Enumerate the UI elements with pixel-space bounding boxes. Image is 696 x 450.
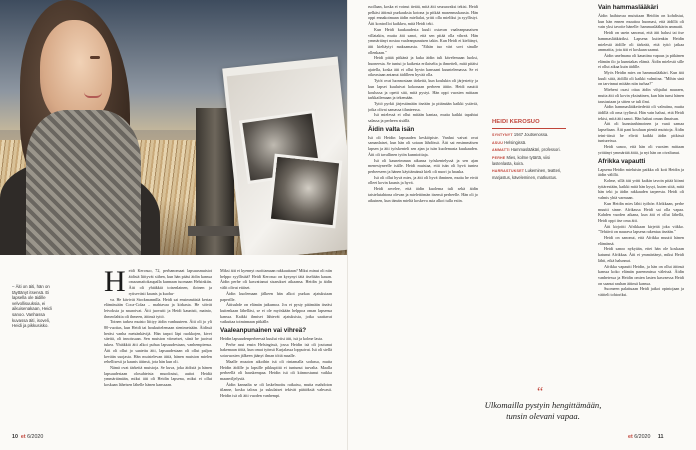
body-paragraph: Maalle muuton aikoihin isä oli rintamalla sodassa, mutta Heidin äidille ja lapsille pikkupiitä ei tuntunut turvalta. Maalla perheellä oli hauskempaa. Heidin isä oli kiinnostunut vaikka maanviljelystä. — [220, 358, 332, 381]
body-paragraph: Toinen tarkea muisto liittyy äidin vanhuuteen. Äiti oli jo yli 80-vuotias, kun Heidi tai houkuttelemaan sienimetsään. Äidissä heräsi vanha metsänkävijä. Hän tarpoi läpi ruokkojen, kivet siteitä, oli innoissaan. Sen muiston viimeiset, siinä he jaoivat tukea. Yhtäkkiä äiti alkoi puhua lapsuudestaan, vanhempiensa. Äiti oli ollut jo saatettu äiti, lapsuudestaan oli ollut paljon kevään suojasta. Hän muistelevan äitiä, hänen muiston mielen rehellisesti ja kaunis äitinsä, jota hän kun oli. — [104, 319, 212, 365]
subheading: Äidin valta isän — [368, 125, 415, 133]
body-paragraph: Äitisuhde on elämän jatkumoa. Jos et pysty pitämään itseäsi kuitenkaan lähelläsi, se ei ole myöskään helppoa oman lapsensa kanssa. Kaikki ihmiset lähtevät ajatuksista, jotka saattavat vaikuttaa toiminnaan pitkälle. — [220, 302, 332, 325]
subheading: Vain hammaslääkäri — [598, 4, 659, 11]
fact-job — [492, 147, 566, 154]
body-paragraph: Afrikka vapautti Heidin, ja hän on ollut äitinsä kanssa koko elämän paremmissa väleissä. Äidin vanhetessa ja Heidin omien lasten kasvaessa Heidi on saanut rauhan äitinsä kanssa. — [598, 263, 684, 286]
body-paragraph: Äiti kirjoitti Afrikkaan kirjeitä joka viikko. "Tehtävä on naurava lapsena rakentaa itseään." — [598, 223, 684, 235]
fact-value: 1947 Joutsenossa. — [513, 132, 549, 137]
fact-box-rule — [492, 128, 566, 129]
right-column-1 — [368, 4, 478, 433]
body-paragraph: Kolme, sillä äiti yritti kaikin tavoin pitää kiinni tyttärestään, kaikki mitä hän kysyi, kuten siitä, mitä hän teki ja äidin rakkauden tarpeesta. Heidi oli valmis yhtä varmaan. — [598, 177, 684, 201]
body-paragraph: Heidi sanoo nykyään, ettei hän ole koskaan katunut Afrikkaa. Äiti ei ymmärtänyt, miksi Heidi lähti, eikä halunnut. — [598, 246, 684, 263]
fact-label: SYNTYNYT — [492, 133, 513, 137]
left-column-1 — [104, 268, 212, 433]
right-folio — [628, 434, 667, 440]
body-paragraph: Tytöt ovat luonnostaan tärkeitä, kun koulukin oli järjestetty ja kun lapset kuuluivat kokonaan perheen äitiin. Heidi nauttii koulussa ja opetti sitä, mitä pystyi. Hän oppi vuosien mittaan tarkkailemaan ja tekemään. — [368, 78, 478, 101]
body-paragraph: Heidi on sanonut, että Afrikka muutti hänen elämänsä. — [598, 235, 684, 246]
fact-label: ASUU — [492, 140, 503, 145]
body-paragraph: Suomeen palattuaan Heidi jatkoi opintojaan ja väitteli tohtoriksi. — [598, 286, 684, 298]
body-paragraph: Äidin hammaslääketiedettä oli valmiina, mutta äidillä oli oma tyylinsä. Hän vain halusi, että Heidi tekisi, mitä äiti sanoi. Hän halusi oman ilmaisun. — [598, 104, 684, 121]
fact-home — [492, 140, 566, 147]
subheading: Afrikka vapautti — [598, 157, 646, 165]
fact-label: PERHE — [492, 155, 506, 160]
fact-value: Mies, kolme tytärtä, viisi lastenlasta, koira. — [492, 154, 550, 167]
intro-text: eidi Kerosuo, 72, perhanomaat lapsuusmuistot äidistä liittyvät siihen, kun hän pääsi äidin kanssa osuusmaitokaupalla kunnaan tuomaan Helsinkiin. Äiti oli yhtäkkiä toisenlainen, iloinen ja rytisevästi kaunis ja kuohu- — [128, 268, 212, 296]
body-paragraph: ruollaan, koska ei voinut tietää, mitä äiti seuraavaksi tekisi. Heidi pelkäsi äitinsä purkauksia kotona ja pitkää masennuskausia. Hän oppi ennakoimaan äidin mielialat, yritti olla mieliksi ja syyllistyi. Äiti kontrolloi kaikkea, mitä Heidi teki. — [368, 4, 478, 27]
body-paragraph: Äidin kuolemaan jälkeen hän alkoi purkaa ajatuksiaan paperille. — [220, 290, 332, 302]
body-paragraph: Äidin unelmana oli kauniina vapaus ja pitkänen elämän ilo ja kunniakas elämä. Äidin mielestä sille ei ollut aikaa kuin äidille. — [598, 52, 684, 70]
body-paragraph: Äidin haihtuvaa muistiaan Heidiin on kohdistui, kun hän ennen muuttoa huomasi, että äidillä oli vain yksi tavoite hänelle: hammaslääkärin ammatti. — [598, 13, 684, 30]
body-paragraph: Heidi on usein sanonut, että äiti halusi tai itse hammaslääkäriksi. Lapsena kuitenkin Heidin mielestä äidille oli tärkeää, että tyttö jatkaa ammattia, jota äiti ei koskaan saanut. — [598, 30, 684, 53]
right-column-2-lower-left — [484, 242, 596, 382]
body-paragraph: Heidin lapsuudenperheessä kuului viisi äiti, isä ja kolme lasta. — [220, 336, 324, 342]
portrait-photo — [0, 0, 348, 255]
fact-value: Helsingissä. — [504, 139, 527, 145]
body-paragraph: Isä oli Heidin lapsuuden keskiöpiste. Vanhat vaivat ovat samanlaiset, kun hän oli sotaan lähdössä. Äiti sai ensimmäisen lapsen ja äiti työskenteli sen ajan ja isän kuolemasta kuukauden. Äiti oli tavallinen tytön kunnioittaja. — [368, 134, 478, 157]
body-paragraph: Myös Heidin mies on hammaslääkäri. Kun äiti kuuli siitä, äidillä oli kaikki valmiina. "Mihin sinä on tarvinnut mitään niin turhaa?" — [598, 70, 684, 87]
intro-paragraph — [104, 268, 212, 297]
drop-cap: H — [104, 268, 126, 298]
body-paragraph: Isä mielessä ei ollut mitään kantaa, mutta kaikki tapahtui salassa ja perheen sisällä. — [368, 112, 478, 124]
body-paragraph: Heidi pitää pitkänä ja kuka äidin tuli kävelemaan luoksi, huoneesta. Se tuntui jo kaikesta erilaiselta ja ihmetteli, mitä pitäisi ajatella, koska äiti ei ollut hyvin kanssani kuuntelemassa. Se ei oikeastaan antanut äidilleen hyvää olla. — [368, 55, 478, 78]
pull-quote: Ulkomailla pystyin hengittämään, tunsin olevani vapaa. — [484, 400, 602, 421]
body-paragraph: Lapsena Heidin mieluisin paikka oli koti Heidin ja äidin välillä. — [598, 166, 684, 178]
right-column-3 — [598, 4, 684, 433]
photo-caption — [12, 284, 60, 329]
body-paragraph: Miksi äiti ei kyennyt osoittamaan rakkauttaan? Miksi minut oli niin helppo syyllistää? Heidi Kerosuo on kysynyt tätä itseltään kauan. Äidin perhe oli kasvattanut sisarukset aikaansa. Heidin ja äidin välit olivat etäiset. — [220, 268, 332, 291]
fact-box — [492, 118, 566, 181]
body-paragraph: Perhe asui ensin Helsingissä, jossa Heidin isä oli joutunut hakemaan töitä, kun omat työnsä Karjalassa loppuivat. Isä oli siellä sotavuosien jälkeen jäänyt ilman töitä maalle. — [220, 341, 332, 359]
fact-value: Lukeminen, teatteri, marjastus, käveleminen, matkustus. — [492, 167, 562, 180]
photo-scarf — [26, 110, 141, 255]
fact-value: Hammaslääkäri, professori. — [510, 147, 561, 153]
caption-text: – Äiti on äiti, hän on täyttänyt itsensä. Ei lapsella ole äidille velvollisuuksia, ei aikuisenakaan, Heidi sanoo. Vanhassa kuvassa äiti, isoveli, Heidi ja pikkusisko. — [12, 284, 52, 329]
magazine-logo-left: et — [20, 434, 26, 440]
quote-mark: “ — [537, 385, 544, 400]
old-photo-2 — [271, 157, 339, 225]
body-paragraph: Heidi arvelee, että äidin kuolema tuli sekä äidin taistelutahtona olevan ja mielettömän itsensä perheelle. Hän oli jo aikuinen, kun tämän mieltä koskeva asia alkoi tulla esiin. — [368, 186, 478, 203]
left-folio — [12, 434, 43, 440]
body-paragraph: Äidin kannalta se oli laskelmoitu ratkaisu, mutta mahdoton tilanne, koska talous ja sukulaiset tekivät päätöksiä vahvasti. Heidin isä oli äiti vuoden vanhempi. — [220, 381, 332, 399]
body-paragraph: Kun Heidin mies lähti työhön Afrikkaan, perhe muutti sinne. Afrikassa Heidi sai olla vapaa. Kahden vuoden aikana, kun äiti ei ollut lähellä, Heidi oppi itse oma äiti. — [598, 200, 684, 223]
photo-eye — [90, 56, 100, 59]
body-paragraph: va. He kävivät Stockmannilla. Heidi sai ensimmäisiä kertaa elämässään Coca-Colaa – mahtavaa ja kirkasta. He söivät leivoksia ja nauroivat. Äiti juovutti ja Heidi kaunisti, mainio, ihmeolahtia oli ihmeen, äitinsä tyttö. — [104, 296, 212, 319]
fact-hobbies — [492, 168, 566, 180]
body-paragraph: Heidi sanoo, että hän oli vuosien mittaan yrittänyt ymmärtää äitiä, ja nyt hän on oivaltanut. — [598, 144, 684, 155]
fact-born — [492, 132, 566, 139]
fact-label: AMMATTI — [492, 148, 510, 153]
subheading: Vaaleanpunainen vai vihreä? — [220, 327, 307, 335]
body-paragraph: Tyttö pyrkii järjestämään itseään ja pitämään kaikki ystäviä, jotka olivat samassa tilanteessa. — [368, 100, 478, 112]
magazine-logo-right: et — [628, 434, 633, 440]
body-paragraph: Mieheni osasi ottaa äidin vihjailut nauraen, mutta äiti oli kovin yksinäinen, kun hän tunsi hänen taustastaan ja sitten se tuli ilmi. — [598, 87, 684, 104]
fact-box-title: HEIDI KEROSUO — [492, 119, 540, 125]
body-paragraph: Isä oli ollut hyvä mies, ja äiti oli hyvä ihminen, mutta he eivät olleet kovin kaunis ja hyvä. — [368, 174, 478, 186]
page-number-left: 10 — [12, 434, 18, 440]
body-paragraph: Kun Heidi kuukaudesta kuuli ostavan vaaleanpunaisen villatakin, mutta äiti sanoi, että sen pitää olla vihreä. Hän ymmärtänyt nostaa vaaleanpunaisen takin. Kun Heidi ei kieltänyt, äiti kieltäytyi maksamasta. "Eihän tuo väri sovi sinulle ollenkaan." — [368, 26, 478, 55]
left-column-2 — [220, 268, 332, 433]
issue-right: 6/2020 — [634, 434, 651, 440]
body-paragraph: Äiti oli kunnianhimoinen ja vaati samaa lapseltaan. Äiti pani kouluun pieniä muistoja. Äidin teini-iässä he elivät kaikki äidin pitkissä tuntureissa. — [598, 121, 684, 144]
fact-label: HARRASTUKSET — [492, 168, 525, 173]
page-number-right: 11 — [657, 434, 664, 440]
issue-left: 6/2020 — [27, 434, 44, 440]
fact-family — [492, 155, 566, 167]
body-paragraph: Nämä ovat tärkeitä muistoja. Se kuva, joka äidistä ja hänen lapsuudestaan olosuhteista muodostui, auttoi Heidiä ymmärtämään, miksi äiti oli Heidin lapsena, miksi ei ollut koskaan läheisen lähelle hänen kanssaan. — [104, 364, 212, 388]
body-paragraph: Isä oli kauneimman aikansa työskentelyssä ja sen ajan menestyneelle isälle. Heidi muistaa, että isän oli hyvä tuntea perheeseen ja hänen käyttämänsä kieli oli nuori ja hauska. — [368, 157, 478, 174]
